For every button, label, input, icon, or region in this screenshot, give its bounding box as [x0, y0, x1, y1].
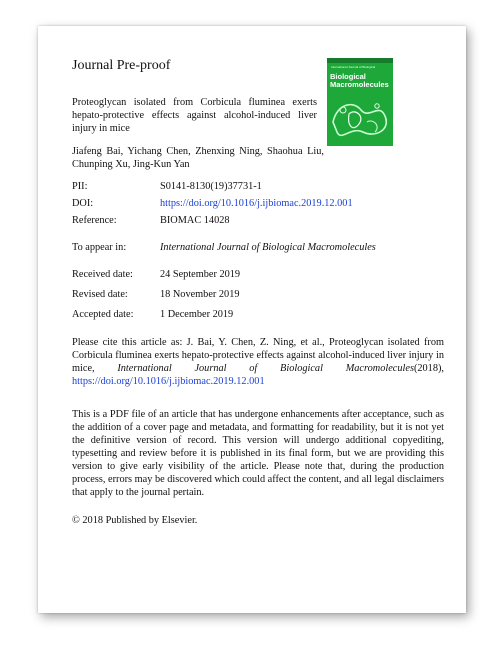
- appear-value: International Journal of Biological Macromolecules: [160, 242, 376, 253]
- received-label: Received date:: [72, 269, 133, 280]
- reference-label: Reference:: [72, 215, 117, 226]
- cover-title-line1: Biological: [330, 72, 366, 81]
- copyright-notice: © 2018 Published by Elsevier.: [72, 515, 198, 526]
- citation-doi-link[interactable]: https://doi.org/10.1016/j.ijbiomac.2019.12.001: [72, 376, 265, 387]
- citation-year: (2018),: [413, 363, 444, 374]
- document-page: [38, 26, 466, 613]
- notice-paragraph: This is a PDF file of an article that has undergone enhancements after acceptance, such as the addition of a cover page and metadata, and formatting for readability, but it is not yet the definitive version of record. This version will undergo additional copyediting, typesetting and review before it is published in its final form, but we are providing this version to give early visibility of the article. Please note that, during the production process, errors may be discovered which could affect the content, and all legal disclaimers that apply to the journal pertain.: [72, 409, 444, 498]
- journal-cover-image: [327, 58, 393, 146]
- citation-journal: International Journal of Biological Macromolecules: [117, 363, 414, 374]
- cover-title: [330, 73, 389, 89]
- doi-link[interactable]: https://doi.org/10.1016/j.ijbiomac.2019.12.001: [160, 198, 353, 209]
- pii-label: PII:: [72, 181, 88, 192]
- cover-top-strip: [327, 58, 393, 63]
- received-value: 24 September 2019: [160, 269, 241, 280]
- pii-value: S0141-8130(19)37731-1: [160, 181, 262, 192]
- accepted-value: 1 December 2019: [160, 309, 234, 320]
- doi-label: DOI:: [72, 198, 94, 209]
- appear-label: To appear in:: [72, 242, 127, 253]
- accepted-label: Accepted date:: [72, 309, 134, 320]
- article-authors: Jiafeng Bai, Yichang Chen, Zhenxing Ning, Shaohua Liu, Chunping Xu, Jing-Kun Yan: [72, 146, 324, 170]
- cover-artwork: [327, 92, 393, 146]
- citation-paragraph: [72, 336, 444, 388]
- journal-pre-proof-label: Journal Pre-proof: [72, 58, 171, 73]
- revised-value: 18 November 2019: [160, 289, 240, 300]
- cover-tiny-text: International Journal of Biological: [331, 65, 376, 69]
- article-title: Proteoglycan isolated from Corbicula fluminea exerts hepato-protective effects against alcohol-induced liver injury in mice: [72, 97, 317, 134]
- revised-label: Revised date:: [72, 289, 128, 300]
- reference-value: BIOMAC 14028: [160, 215, 230, 226]
- cover-title-line2: Macromolecules: [330, 80, 389, 89]
- citation-text: Please cite this article as: J. Bai, Y. Chen, Z. Ning, et al., Proteoglycan isolated from Corbicula fluminea exerts hepato-protective effects against alcohol-induced liver injury in mice,: [72, 337, 444, 374]
